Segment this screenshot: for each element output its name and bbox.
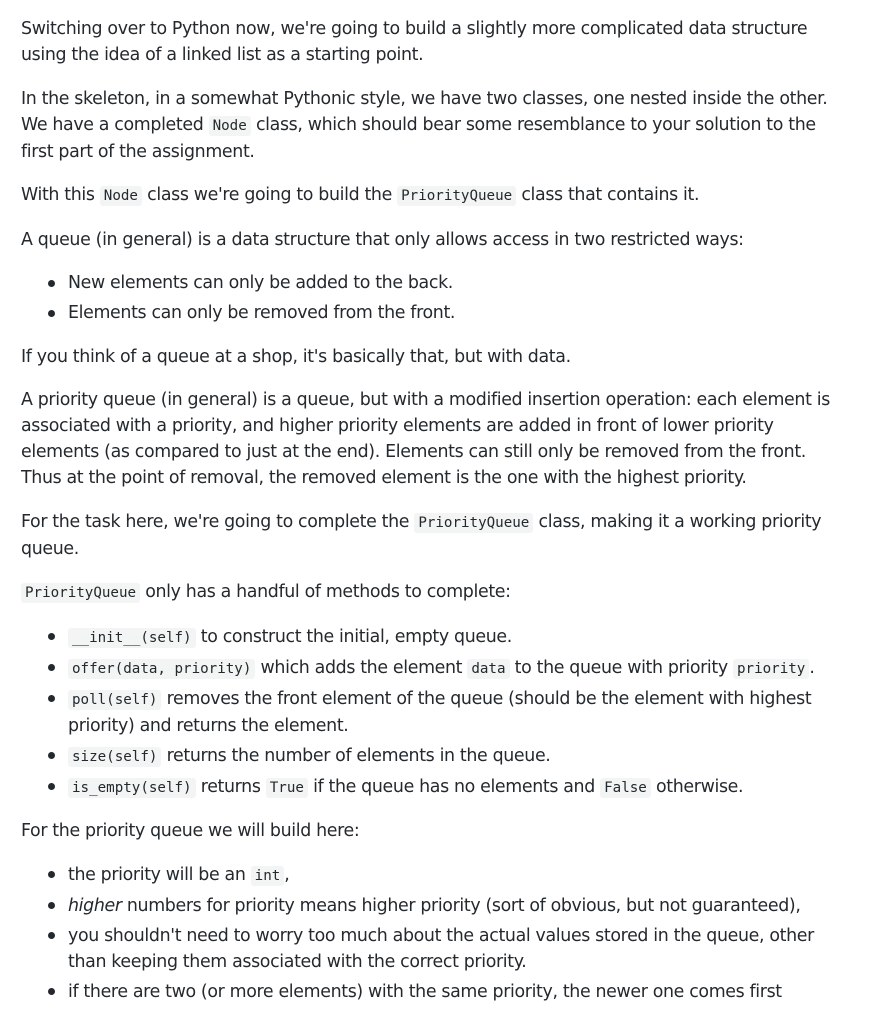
list-item: __init__(self) to construct the initial, empty queue. [68,624,846,651]
inline-code: True [266,778,308,798]
inline-code: PriorityQueue [414,513,533,533]
build-intro-paragraph: For the priority queue we will build here: [21,821,360,841]
inline-code: size(self) [68,747,161,767]
list-item: New elements can only be added to the back. [68,270,846,296]
list-item: is_empty(self) returns True if the queue has no elements and False otherwise. [68,774,846,801]
node-class-paragraph: With this Node class we're going to build the PriorityQueue class that contains it. [21,185,700,205]
list-item: Elements can only be removed from the front. [68,300,846,326]
methods-intro-paragraph: PriorityQueue only has a handful of methods to complete: [21,579,846,606]
inline-code: poll(self) [68,690,161,710]
list-item: size(self) returns the number of elements in the queue. [68,743,846,770]
build-rules-list [21,862,846,1005]
inline-code: priority [733,659,809,679]
inline-code: Node [209,116,251,136]
methods-list [21,624,846,801]
queue-rules-list [21,270,846,326]
inline-code: PriorityQueue [21,583,140,603]
list-item: if there are two (or more elements) with the same priority, the newer one comes first [68,979,846,1005]
inline-code: is_empty(self) [68,778,196,798]
list-item: poll(self) removes the front element of the queue (should be the element with highest priority) and returns the element. [68,686,846,739]
shop-analogy-paragraph: If you think of a queue at a shop, it's basically that, but with data. [21,346,571,367]
task-paragraph: For the task here, we're going to complete the PriorityQueue class, making it a working priority queue. [21,511,822,559]
list-item: the priority will be an int , [68,862,846,889]
inline-code: __init__(self) [68,628,196,648]
list-item: offer(data, priority) which adds the element data to the queue with priority priority . [68,655,846,682]
inline-code: False [600,778,651,798]
list-item: higher numbers for priority means higher priority (sort of obvious, but not guaranteed), [68,893,846,919]
inline-code: int [251,866,285,886]
inline-code: Node [100,186,142,206]
skeleton-paragraph: In the skeleton, in a somewhat Pythonic style, we have two classes, one nested inside the other. We have a completed Node class, which should bear some resemblance to your solution to the first part of the assignment. [21,88,828,162]
inline-code: PriorityQueue [397,186,516,206]
intro-paragraph: Switching over to Python now, we're going to build a slightly more complicated data structure using the idea of a linked list as a starting point. [21,19,808,65]
list-item: you shouldn't need to worry too much about the actual values stored in the queue, other than keeping them associated with the correct priority. [68,923,846,975]
inline-code: data [467,659,509,679]
inline-code: offer(data, priority) [68,659,255,679]
emphasis-text: higher [68,895,122,916]
queue-definition-paragraph: A queue (in general) is a data structure that only allows access in two restricted ways: [21,229,744,250]
priority-queue-definition-paragraph: A priority queue (in general) is a queue, but with a modified insertion operation: each element is associated with a priority, and higher priority elements are added in front of lower priority elements (as compared to just at the end). Elements can still only be removed from the front. Thus at the point of removal, the removed element is the one with the highest priority. [21,390,830,488]
